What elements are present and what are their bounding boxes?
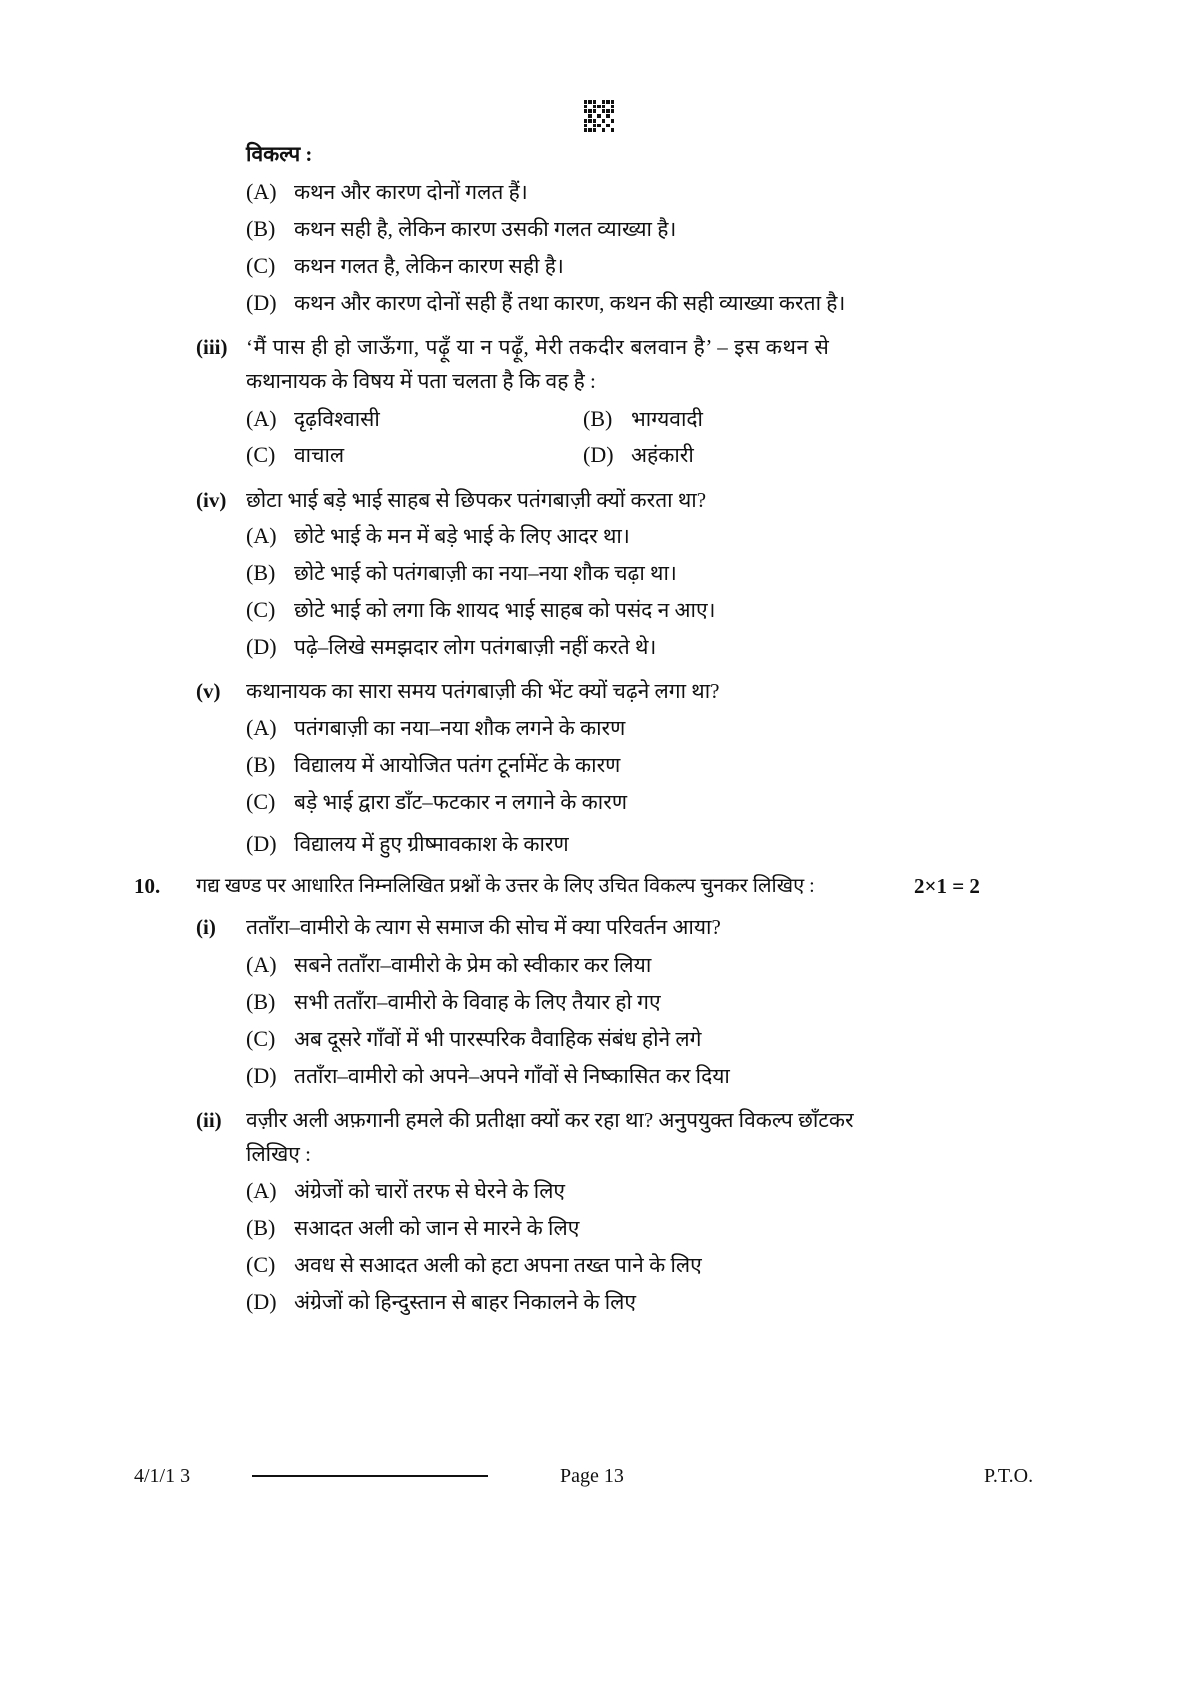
option-label: (D) [246, 290, 277, 315]
option-label: (C) [246, 1026, 276, 1051]
paper-code: 4/1/1 3 [134, 1465, 191, 1487]
option-label: (A) [246, 952, 277, 977]
option-text: अब दूसरे गाँवों में भी पारस्परिक वैवाहिक संबंध होने लगे [294, 1027, 702, 1051]
page-number: Page 13 [560, 1465, 624, 1487]
question-text: लिखिए : [246, 1142, 311, 1166]
question-number: (ii) [196, 1108, 222, 1132]
option-text: छोटे भाई को पतंगबाज़ी का नया–नया शौक चढ़ा था। [294, 561, 677, 585]
option-text: विद्यालय में हुए ग्रीष्मावकाश के कारण [294, 832, 569, 856]
question-number: (iii) [196, 335, 228, 359]
question-number: (i) [196, 915, 216, 939]
option-text: अंग्रेजों को चारों तरफ से घेरने के लिए [294, 1179, 566, 1203]
option-text: सभी तताँरा–वामीरो के विवाह के लिए तैयार हो गए [294, 990, 661, 1014]
option-text: कथन और कारण दोनों सही हैं तथा कारण, कथन की सही व्याख्या करता है। [294, 291, 846, 315]
option-label: (D) [246, 1289, 277, 1314]
option-label: (C) [246, 789, 276, 814]
option-text: पढ़े–लिखे समझदार लोग पतंगबाज़ी नहीं करते थे। [294, 635, 657, 659]
option-text: कथन गलत है, लेकिन कारण सही है। [294, 254, 564, 278]
option-label: (C) [246, 597, 276, 622]
question-number: (iv) [196, 488, 227, 512]
question-text: तताँरा–वामीरो के त्याग से समाज की सोच में क्या परिवर्तन आया? [246, 915, 721, 939]
option-label: (D) [246, 634, 277, 659]
question-instruction: गद्य खण्ड पर आधारित निम्नलिखित प्रश्नों के उत्तर के लिए उचित विकल्प चुनकर लिखिए : [196, 875, 815, 897]
option-label: (D) [583, 442, 614, 467]
question-text: वज़ीर अली अफ़गानी हमले की प्रतीक्षा क्यों कर रहा था? अनुपयुक्त विकल्प छाँटकर [246, 1108, 854, 1132]
question-number: 10. [134, 874, 161, 898]
question-text: ‘मैं पास ही हो जाऊँगा, पढ़ूँ या न पढ़ूँ, मेरी तकदीर बलवान है’ – इस कथन से [246, 335, 830, 359]
option-label: (B) [246, 560, 276, 585]
option-label: (C) [246, 442, 276, 467]
option-label: (D) [246, 1063, 277, 1088]
option-text: अवध से सआदत अली को हटा अपना तख्त पाने के लिए [294, 1253, 702, 1277]
option-label: (C) [246, 1252, 276, 1277]
footer-rule [252, 1475, 488, 1477]
option-text: छोटे भाई को लगा कि शायद भाई साहब को पसंद न आए। [294, 598, 716, 622]
option-label: (B) [583, 406, 613, 431]
option-text: दृढ़विश्वासी [294, 407, 380, 431]
option-text: कथन सही है, लेकिन कारण उसकी गलत व्याख्या है। [294, 217, 677, 241]
option-text: अंग्रेजों को हिन्दुस्तान से बाहर निकालने के लिए [294, 1290, 637, 1314]
option-text: अहंकारी [631, 443, 694, 467]
option-text: छोटे भाई के मन में बड़े भाई के लिए आदर था। [294, 524, 630, 548]
option-label: (A) [246, 1178, 277, 1203]
qr-code-icon [584, 100, 614, 132]
option-label: (B) [246, 216, 276, 241]
option-label: (D) [246, 831, 277, 856]
option-label: (B) [246, 752, 276, 777]
pto-label: P.T.O. [984, 1465, 1034, 1487]
question-text: कथानायक के विषय में पता चलता है कि वह है : [246, 369, 596, 393]
question-number: (v) [196, 679, 221, 703]
question-text: कथानायक का सारा समय पतंगबाज़ी की भेंट क्यों चढ़ने लगा था? [246, 679, 720, 703]
option-label: (B) [246, 1215, 276, 1240]
option-label: (A) [246, 406, 277, 431]
option-text: तताँरा–वामीरो को अपने–अपने गाँवों से निष्कासित कर दिया [294, 1064, 730, 1088]
option-label: (A) [246, 715, 277, 740]
option-label: (C) [246, 253, 276, 278]
option-text: सआदत अली को जान से मारने के लिए [294, 1216, 580, 1240]
marks: 2×1 = 2 [914, 874, 980, 898]
question-text: छोटा भाई बड़े भाई साहब से छिपकर पतंगबाज़ी क्यों करता था? [246, 488, 707, 512]
options-heading: विकल्प : [246, 142, 313, 166]
option-text: कथन और कारण दोनों गलत हैं। [294, 180, 528, 204]
option-label: (A) [246, 523, 277, 548]
option-text: विद्यालय में आयोजित पतंग टूर्नामेंट के कारण [294, 753, 621, 777]
option-text: वाचाल [294, 443, 345, 467]
option-text: भाग्यवादी [631, 407, 703, 431]
option-label: (A) [246, 179, 277, 204]
option-text: पतंगबाज़ी का नया–नया शौक लगने के कारण [294, 716, 626, 740]
option-text: सबने तताँरा–वामीरो के प्रेम को स्वीकार कर लिया [294, 953, 652, 977]
option-label: (B) [246, 989, 276, 1014]
option-text: बड़े भाई द्वारा डाँट–फटकार न लगाने के कारण [294, 790, 627, 814]
